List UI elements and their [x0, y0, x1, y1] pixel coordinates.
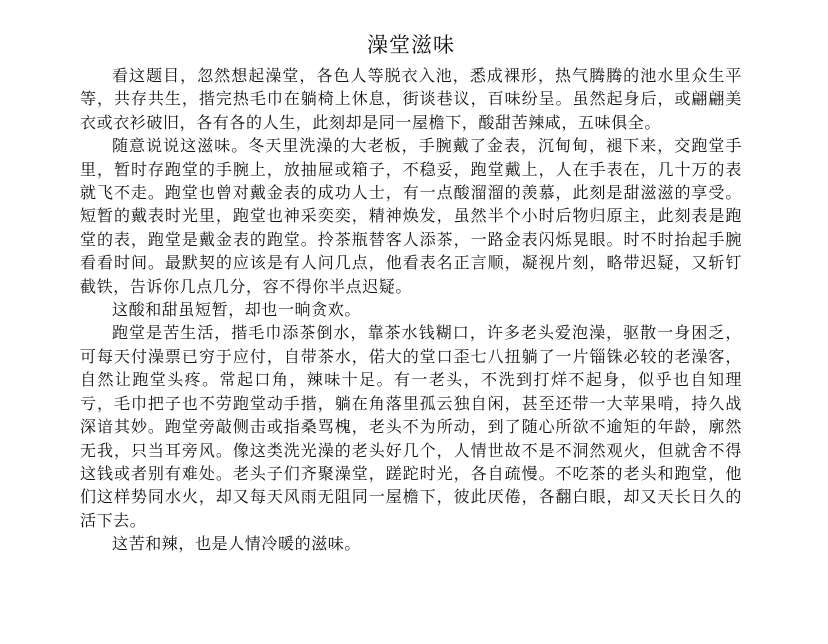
paragraph-2: 随意说说这滋味。冬天里洗澡的大老板，手腕戴了金表，沉甸甸，褪下来，交跑堂手里，暂时存跑堂的手腕上，放抽屉或箱子，不稳妥，跑堂戴上，人在手表在，几十万的表就飞不走。跑堂也曾对戴金表的成功人士，有一点酸溜溜的羡慕，此刻是甜滋滋的享受。短暂的戴表时光里，跑堂也神采奕奕，精神焕发，虽然半个小时后物归原主，此刻表是跑堂的表，跑堂是戴金表的跑堂。拎茶瓶替客人添茶，一路金表闪烁晃眼。时不时抬起手腕看看时间。最默契的应该是有人问几点，他看表名正言顺，凝视片刻，略带迟疑，又斩钉截铁，告诉你几点几分，容不得你半点迟疑。	[80, 136, 742, 296]
paragraph-5: 这苦和辣，也是人情冷暖的滋味。	[112, 534, 362, 554]
document-title: 澡堂滋味	[367, 33, 455, 57]
paragraph-3: 这酸和甜虽短暂，却也一晌贪欢。	[112, 300, 362, 320]
paragraph-4: 跑堂是苦生活，揩毛巾添茶倒水，靠茶水钱糊口，许多老头爱泡澡，驱散一身困乏，可每天付澡票已穷于应付，自带茶水，偌大的堂口歪七八扭躺了一片锱铢必较的老澡客，自然让跑堂头疼。常起口角，辣味十足。有一老头，不洗到打烊不起身，似乎也自知理亏，毛巾把子也不劳跑堂动手揩，躺在角落里孤云独自闲，甚至还带一大苹果啃，持久战深谙其妙。跑堂旁敲侧击或指桑骂槐，老头不为所动，到了随心所欲不逾矩的年龄，廓然无我，只当耳旁风。像这类洗光澡的老头好几个，人情世故不是不洞然观火，但就舍不得这钱或者别有难处。老头子们齐聚澡堂，蹉跎时光，各自疏慢。不吃茶的老头和跑堂，他们这样势同水火，却又每天风雨无阻同一屋檐下，彼此厌倦，各翻白眼，却又天长日久的活下去。	[80, 323, 742, 530]
paragraph-1: 看这题目，忽然想起澡堂，各色人等脱衣入池，悉成裸形，热气腾腾的池水里众生平等，共存共生，揩完热毛巾在躺椅上休息，街谈巷议，百味纷呈。虽然起身后，或翩翩美衣或衣衫破旧，各有各的人生，此刻却是同一屋檐下，酸甜苦辣咸，五味俱全。	[80, 66, 742, 132]
